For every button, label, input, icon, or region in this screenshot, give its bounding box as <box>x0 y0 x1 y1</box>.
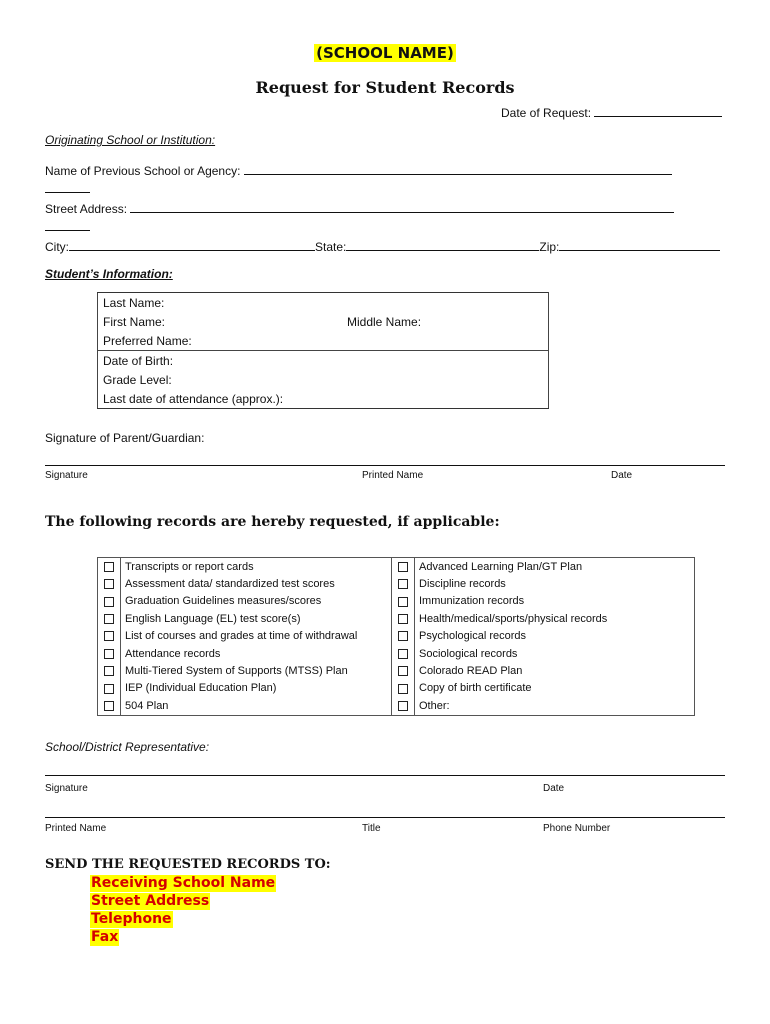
record-checkbox-cell <box>98 697 121 715</box>
street-address-line[interactable] <box>130 200 674 213</box>
city-line[interactable] <box>69 238 315 251</box>
checkbox[interactable] <box>398 597 408 607</box>
parent-signature-label: Signature of Parent/Guardian: <box>45 431 205 445</box>
record-checkbox-cell <box>392 697 415 715</box>
record-label: Multi-Tiered System of Supports (MTSS) Plan <box>121 662 392 679</box>
send-to-heading: SEND THE REQUESTED RECORDS TO: <box>45 857 331 872</box>
record-checkbox-cell <box>392 628 415 645</box>
record-label: Health/medical/sports/physical records <box>415 610 695 627</box>
dob-cell[interactable]: Date of Birth: <box>98 351 549 371</box>
date-of-request-line[interactable] <box>594 104 722 117</box>
record-label: IEP (Individual Education Plan) <box>121 680 392 697</box>
checkbox[interactable] <box>104 649 114 659</box>
records-heading: The following records are hereby requested, if applicable: <box>45 514 500 530</box>
record-label: Assessment data/ standardized test scores <box>121 575 392 592</box>
city-state-zip-row <box>45 238 720 254</box>
checkbox[interactable] <box>104 562 114 572</box>
preferred-name-cell[interactable]: Preferred Name: <box>98 331 549 351</box>
record-checkbox-cell <box>392 558 415 576</box>
city-label: City: <box>45 240 69 254</box>
parent-date-caption: Date <box>611 470 633 481</box>
record-label: List of courses and grades at time of withdrawal <box>121 628 392 645</box>
state-line[interactable] <box>346 238 539 251</box>
parent-signature-line[interactable] <box>45 465 725 466</box>
record-checkbox-cell <box>98 593 121 610</box>
record-checkbox-cell <box>98 558 121 576</box>
checkbox[interactable] <box>398 579 408 589</box>
table-row <box>98 575 695 592</box>
table-row <box>98 389 549 409</box>
previous-school-field[interactable] <box>45 162 672 178</box>
record-checkbox-cell <box>98 680 121 697</box>
checkbox[interactable] <box>398 562 408 572</box>
checkbox[interactable] <box>104 614 114 624</box>
date-of-request-label: Date of Request: <box>501 106 592 120</box>
receiving-telephone: Telephone <box>91 911 172 927</box>
student-info-table <box>97 292 549 409</box>
table-row <box>98 610 695 627</box>
receiving-street-address: Street Address <box>91 893 210 909</box>
zip-line[interactable] <box>559 238 720 251</box>
table-row <box>98 351 549 371</box>
student-section-label: Student’s Information: <box>45 267 173 281</box>
first-name-cell[interactable]: First Name: <box>98 312 343 331</box>
rep-printed-line[interactable] <box>45 817 725 818</box>
parent-printed-name-caption: Printed Name <box>362 470 424 481</box>
representative-label: School/District Representative: <box>45 740 210 754</box>
checkbox[interactable] <box>398 631 408 641</box>
record-checkbox-cell <box>98 628 121 645</box>
table-row <box>98 293 549 313</box>
checkbox[interactable] <box>398 701 408 711</box>
table-row <box>98 680 695 697</box>
record-label: Copy of birth certificate <box>415 680 695 697</box>
record-checkbox-cell <box>98 645 121 662</box>
table-row <box>98 662 695 679</box>
table-row <box>98 697 695 715</box>
record-checkbox-cell <box>392 610 415 627</box>
table-row <box>98 331 549 351</box>
record-label: Colorado READ Plan <box>415 662 695 679</box>
checkbox[interactable] <box>104 684 114 694</box>
record-checkbox-cell <box>392 575 415 592</box>
last-date-cell[interactable]: Last date of attendance (approx.): <box>98 389 549 409</box>
previous-school-line-cont <box>45 180 90 193</box>
record-checkbox-cell <box>392 593 415 610</box>
state-label: State: <box>315 240 347 254</box>
school-name: (SCHOOL NAME) <box>316 44 454 62</box>
street-address-field[interactable] <box>45 200 674 216</box>
school-name-heading <box>0 44 770 63</box>
record-checkbox-cell <box>98 610 121 627</box>
record-label: Psychological records <box>415 628 695 645</box>
previous-school-line[interactable] <box>244 162 672 175</box>
record-checkbox-cell <box>98 575 121 592</box>
date-of-request-field[interactable] <box>501 104 722 120</box>
record-label: Transcripts or report cards <box>121 558 392 576</box>
record-label: Graduation Guidelines measures/scores <box>121 593 392 610</box>
zip-label: Zip: <box>539 240 560 254</box>
records-table <box>97 557 695 716</box>
street-address-line-cont <box>45 218 90 231</box>
record-label: Discipline records <box>415 575 695 592</box>
rep-signature-line[interactable] <box>45 775 725 776</box>
rep-title-caption: Title <box>362 823 381 834</box>
checkbox[interactable] <box>104 631 114 641</box>
receiving-fax: Fax <box>91 929 119 945</box>
street-address-label: Street Address: <box>45 202 128 216</box>
checkbox[interactable] <box>398 649 408 659</box>
receiving-school-name: Receiving School Name <box>91 875 276 891</box>
record-checkbox-cell <box>98 662 121 679</box>
table-row <box>98 628 695 645</box>
rep-signature-caption: Signature <box>45 783 88 794</box>
checkbox[interactable] <box>398 614 408 624</box>
checkbox[interactable] <box>104 579 114 589</box>
last-name-cell[interactable]: Last Name: <box>98 293 549 313</box>
record-label: Immunization records <box>415 593 695 610</box>
rep-date-caption: Date <box>543 783 565 794</box>
record-label: Advanced Learning Plan/GT Plan <box>415 558 695 576</box>
table-row <box>98 558 695 576</box>
checkbox[interactable] <box>398 666 408 676</box>
record-checkbox-cell <box>392 645 415 662</box>
checkbox[interactable] <box>104 666 114 676</box>
record-label: Attendance records <box>121 645 392 662</box>
middle-name-cell[interactable]: Middle Name: <box>342 312 549 331</box>
rep-phone-caption: Phone Number <box>543 823 611 834</box>
checkbox[interactable] <box>398 684 408 694</box>
record-label: Other: <box>415 697 695 715</box>
table-row <box>98 312 549 331</box>
checkbox[interactable] <box>104 701 114 711</box>
record-label: Sociological records <box>415 645 695 662</box>
previous-school-label: Name of Previous School or Agency: <box>45 164 241 178</box>
record-checkbox-cell <box>392 680 415 697</box>
originating-section-label: Originating School or Institution: <box>45 133 216 147</box>
grade-cell[interactable]: Grade Level: <box>98 370 549 389</box>
table-row <box>98 370 549 389</box>
parent-signature-caption: Signature <box>45 470 88 481</box>
table-row <box>98 645 695 662</box>
record-label: English Language (EL) test score(s) <box>121 610 392 627</box>
checkbox[interactable] <box>104 597 114 607</box>
record-label: 504 Plan <box>121 697 392 715</box>
table-row <box>98 593 695 610</box>
form-title: Request for Student Records <box>255 78 515 97</box>
rep-printed-name-caption: Printed Name <box>45 823 107 834</box>
record-checkbox-cell <box>392 662 415 679</box>
